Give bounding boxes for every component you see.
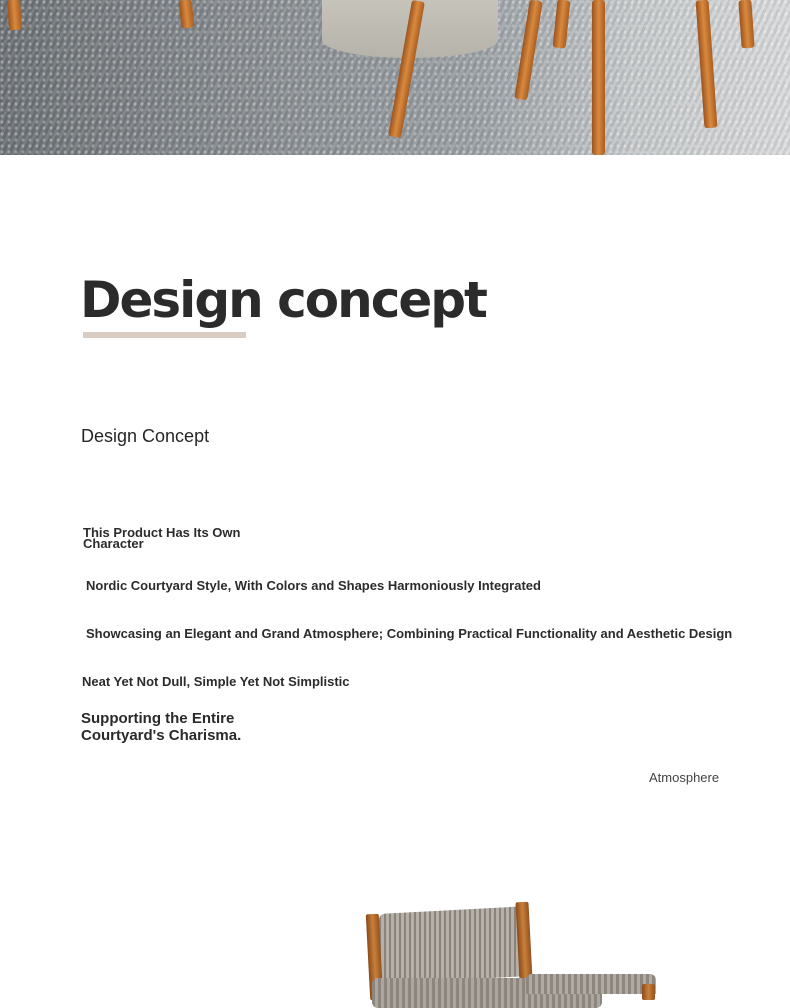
chair-leg xyxy=(592,0,605,155)
character-text: This Product Has Its Own Character xyxy=(83,525,241,551)
concept-line-3: Neat Yet Not Dull, Simple Yet Not Simplistic xyxy=(82,674,350,689)
chair-rope-back xyxy=(379,906,527,984)
section-subtitle: Design Concept xyxy=(81,426,210,446)
title-underline xyxy=(83,332,246,338)
support-text: Supporting the Entire Courtyard's Charisma. xyxy=(81,710,242,744)
concept-line-2: Showcasing an Elegant and Grand Atmosphere; Combining Practical Functionality and Aesthetic Design xyxy=(86,626,733,641)
rope-chair-photo xyxy=(360,900,660,1000)
chair-frame-post xyxy=(642,984,655,1000)
concept-line-1: Nordic Courtyard Style, With Colors and Shapes Harmoniously Integrated xyxy=(86,578,541,593)
chair-leg xyxy=(179,0,195,29)
page-title: Design concept xyxy=(80,271,486,329)
hero-photo xyxy=(0,0,790,155)
chair-leg xyxy=(7,0,22,30)
chair-arm xyxy=(526,974,656,994)
atmosphere-label: Atmosphere xyxy=(649,770,720,785)
